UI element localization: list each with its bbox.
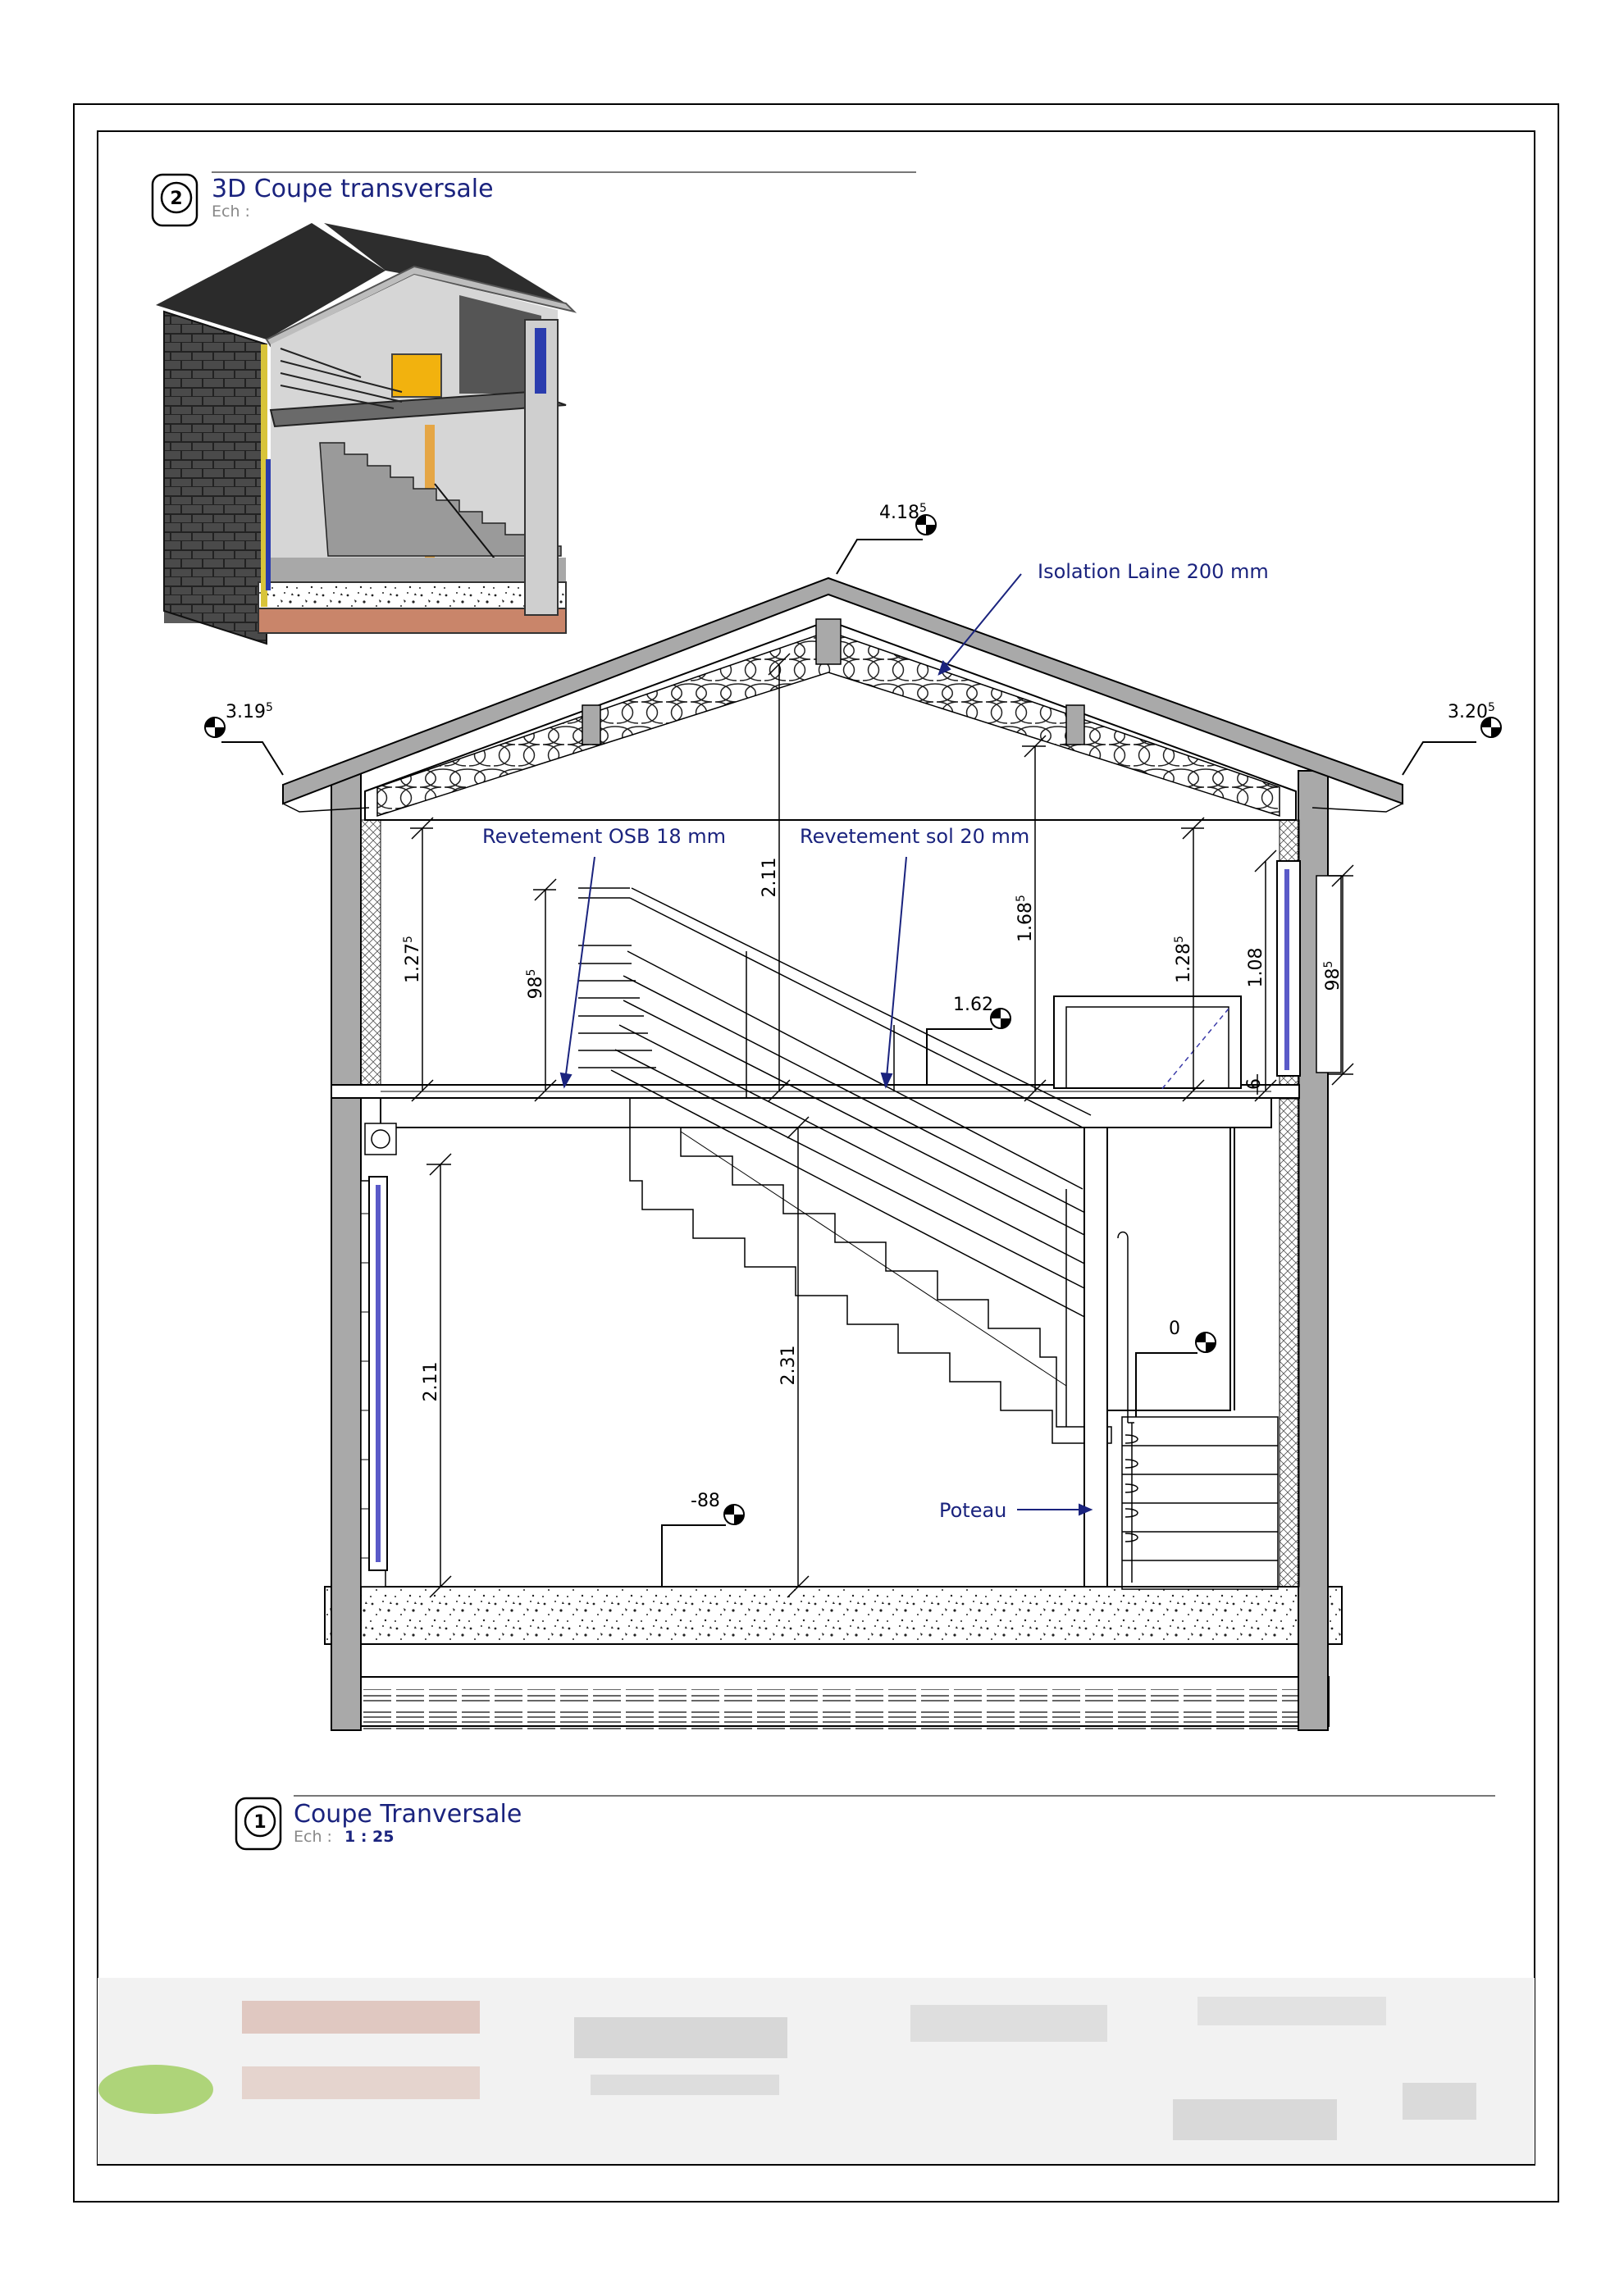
level-landing-text: 0 [1169, 1319, 1180, 1339]
dim-108-text: 1.08 [1246, 947, 1266, 988]
annotation-post: Poteau [939, 1499, 1007, 1522]
view-1-scale-label: Ech : [294, 1828, 332, 1846]
logo-blob [98, 2065, 213, 2114]
level-upper-floor-text: 1.62 [953, 995, 993, 1015]
upper-floor-beam [381, 1098, 1271, 1128]
level-left-eave [205, 718, 283, 775]
view-2-number: 2 [170, 189, 183, 209]
dim-231-text: 2.31 [778, 1345, 799, 1386]
level-upper-floor [927, 1009, 1010, 1085]
blurred-block-3 [910, 2005, 1107, 2042]
purlin-right [1066, 705, 1084, 745]
blurred-block-1 [574, 2017, 787, 2058]
ground-window-glass [376, 1185, 381, 1562]
view-1-header [236, 1796, 1495, 1849]
level-ground [662, 1505, 744, 1587]
landing-stair [1122, 1417, 1278, 1589]
post [1084, 1128, 1107, 1587]
left-upper-lining [361, 820, 381, 1091]
3d-left-wall [164, 312, 267, 644]
annotation-insulation: Isolation Laine 200 mm [1038, 560, 1269, 583]
dim-211-upper-text: 2.11 [760, 857, 780, 898]
blurred-block-6 [1403, 2083, 1476, 2120]
3d-section-view [156, 223, 574, 644]
dim-6-text: 6 [1244, 1078, 1265, 1090]
view-2-scale-label: Ech : [212, 203, 250, 221]
annotation-osb: Revetement OSB 18 mm [482, 825, 727, 848]
level-ridge [837, 515, 936, 574]
dim-98-left-text: $98^5$ [525, 968, 546, 1000]
blurred-block-2 [591, 2075, 779, 2095]
blurred-logo-text-2 [242, 2066, 480, 2099]
stair-flight [630, 1098, 1111, 1443]
3d-slab [258, 582, 566, 608]
ground-door-opening [1107, 1128, 1230, 1410]
foundation-hatch [361, 1689, 1304, 1730]
blurred-block-5 [1173, 2099, 1337, 2140]
view-2-title: 3D Coupe transversale [212, 175, 494, 203]
view-2-header [153, 172, 916, 226]
dim-168-text: 1.68$^5$ [1015, 895, 1036, 942]
dim-127-text: 1.27$^5$ [402, 936, 423, 983]
annotation-floor-finish: Revetement sol 20 mm [800, 825, 1030, 848]
ridge-beam [816, 619, 841, 664]
dim-98-right-text: $98^5$ [1322, 960, 1343, 991]
level-right-eave-text: 3.20$^5$ [1448, 701, 1495, 722]
purlin-left [582, 705, 600, 745]
3d-left-window [266, 459, 271, 590]
stair-ceiling-symbol [365, 1123, 396, 1155]
level-right-eave [1403, 718, 1501, 775]
title-block [98, 1978, 1535, 2165]
blurred-block-4 [1197, 1997, 1386, 2025]
right-lower-lining [1280, 1099, 1299, 1587]
blurred-logo-text-1 [242, 2001, 480, 2034]
ground-slab [325, 1587, 1342, 1644]
dim-211-lower-text: 2.11 [421, 1361, 441, 1402]
3d-foundation [258, 608, 566, 633]
view-1-title: Coupe Tranversale [294, 1800, 522, 1829]
level-left-eave-text: 3.19$^5$ [226, 701, 273, 722]
view-1-number: 1 [253, 1812, 267, 1833]
3d-right-window [535, 328, 546, 394]
upper-door-frame [1054, 996, 1241, 1088]
upper-window-glass [1284, 869, 1289, 1070]
level-ground-text: -88 [691, 1491, 720, 1511]
left-wall [331, 771, 361, 1730]
dim-128-text: 1.28$^5$ [1173, 936, 1194, 983]
level-ridge-text: 4.18$^5$ [879, 502, 927, 523]
slab-base [361, 1644, 1304, 1677]
view-1-scale: 1 : 25 [344, 1828, 395, 1846]
